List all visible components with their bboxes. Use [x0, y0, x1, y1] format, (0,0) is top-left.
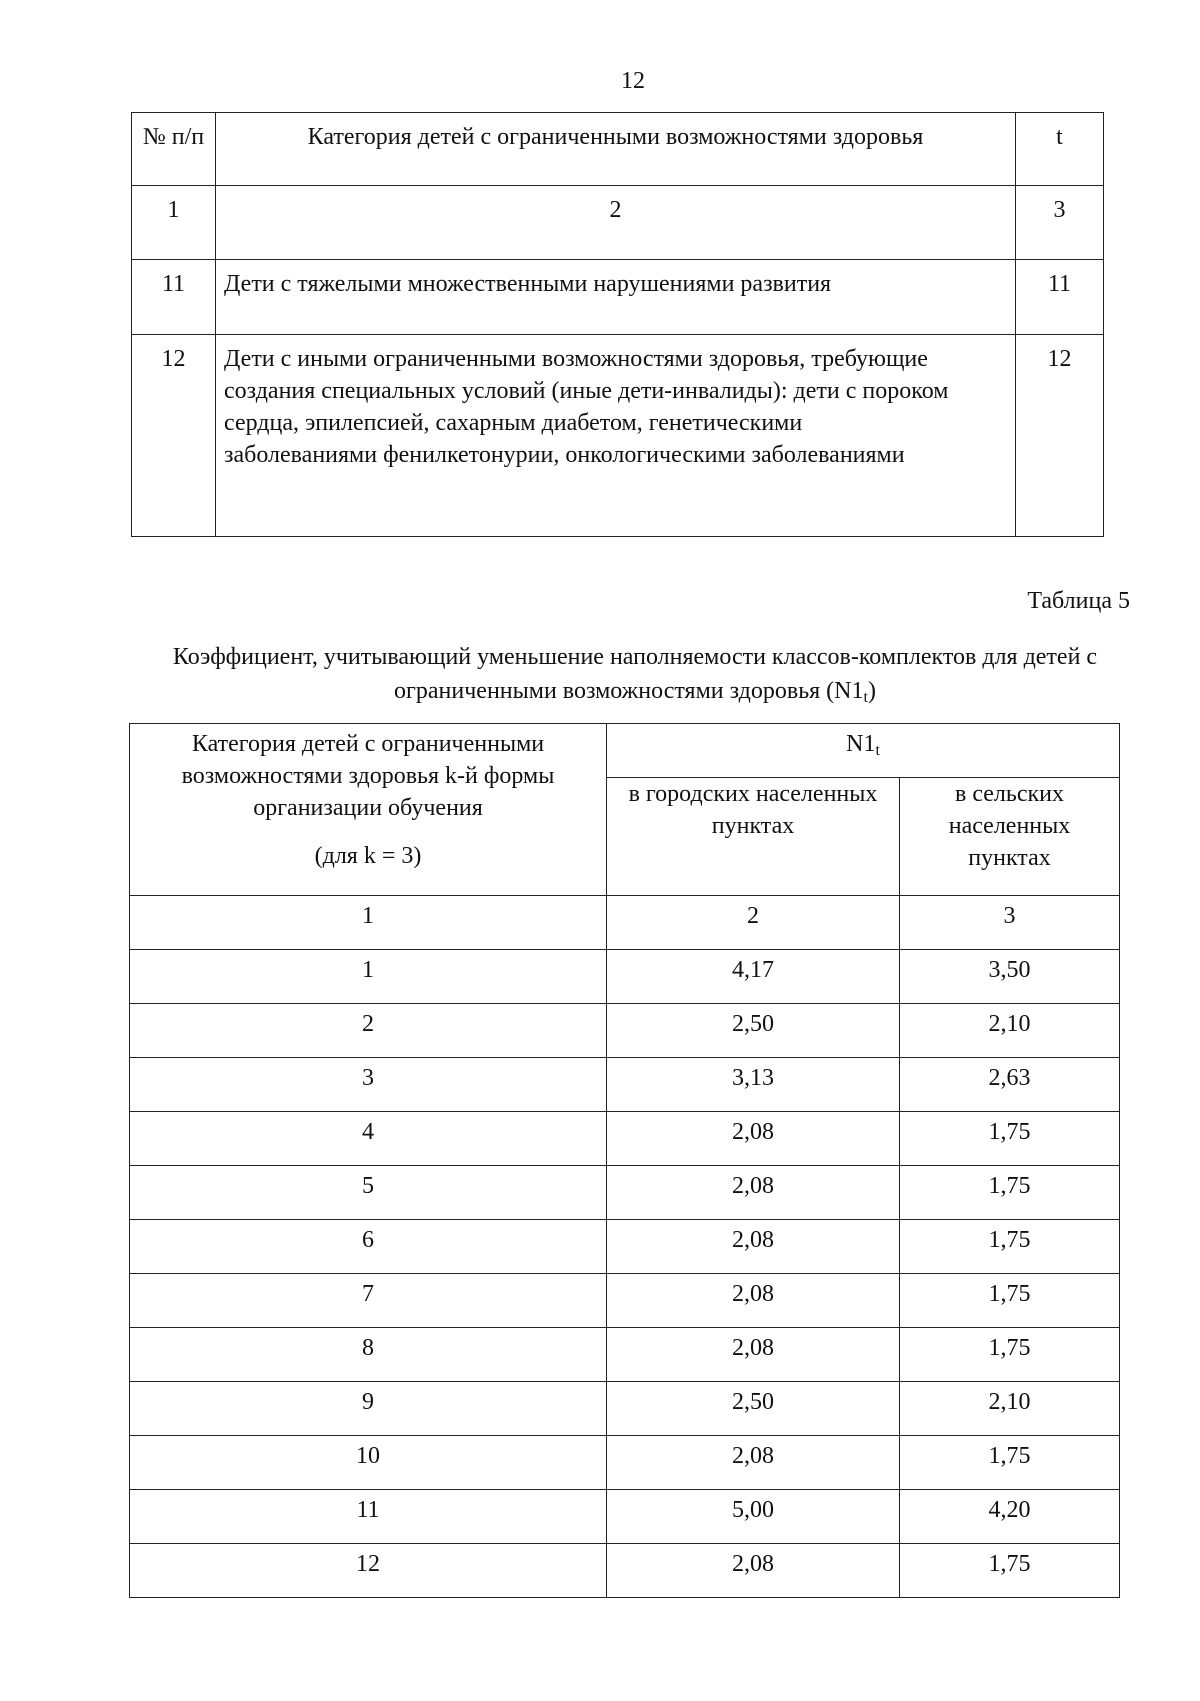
cell-urban: 2,08 — [607, 1166, 900, 1220]
cell-rural: 1,75 — [900, 1544, 1120, 1598]
col-number: 2 — [607, 896, 900, 950]
cell-category: 10 — [130, 1436, 607, 1490]
header-n1 — [607, 724, 1120, 778]
row-category: Дети с иными ограниченными возможностями здоровья, требующие создания специальных условий (иные дети-инвалиды): дети с пороком сердца, эпилепсией, сахарным диабетом, генетическими заболеваниями фенилкетонурии, онкологическими заболеваниями — [216, 335, 1016, 537]
table-row — [130, 1436, 1120, 1490]
col-number: 3 — [1016, 186, 1104, 260]
header-n1-text: N1 — [846, 731, 876, 757]
col-number: 1 — [132, 186, 216, 260]
row-num: 12 — [132, 335, 216, 537]
cell-category: 4 — [130, 1112, 607, 1166]
cell-urban: 5,00 — [607, 1490, 900, 1544]
row-num: 11 — [132, 260, 216, 335]
cell-urban: 2,08 — [607, 1274, 900, 1328]
cell-rural: 1,75 — [900, 1436, 1120, 1490]
page-number: 12 — [621, 68, 645, 94]
table-row — [130, 1274, 1120, 1328]
cell-category: 8 — [130, 1328, 607, 1382]
cell-rural: 3,50 — [900, 950, 1120, 1004]
header-t: t — [1016, 113, 1104, 186]
cell-urban: 2,08 — [607, 1112, 900, 1166]
table-title-text: Коэффициент, учитывающий уменьшение наполняемости классов-комплектов для детей с ограниченными возможностями здоровья (N1 — [172, 644, 1098, 704]
cell-category: 9 — [130, 1382, 607, 1436]
header-category: Категория детей с ограниченными возможностями здоровья k-й формы организации обучения — [181, 731, 555, 821]
table-row — [130, 1220, 1120, 1274]
col-number: 1 — [130, 896, 607, 950]
cell-category: 1 — [130, 950, 607, 1004]
cell-category: 12 — [130, 1544, 607, 1598]
col-number: 2 — [216, 186, 1016, 260]
cell-rural: 1,75 — [900, 1166, 1120, 1220]
cell-category: 2 — [130, 1004, 607, 1058]
header-rural: в сельских населенных пунктах — [900, 778, 1120, 896]
coefficient-table — [129, 723, 1120, 1598]
table-row — [130, 1490, 1120, 1544]
cell-category: 6 — [130, 1220, 607, 1274]
table-row — [130, 1382, 1120, 1436]
cell-category: 3 — [130, 1058, 607, 1112]
table-row — [130, 1328, 1120, 1382]
cell-urban: 3,13 — [607, 1058, 900, 1112]
row-t: 12 — [1016, 335, 1104, 537]
categories-table-continued — [131, 112, 1104, 537]
cell-urban: 2,08 — [607, 1544, 900, 1598]
col-number: 3 — [900, 896, 1120, 950]
row-category: Дети с тяжелыми множественными нарушениями развития — [216, 260, 1016, 335]
cell-urban: 2,50 — [607, 1004, 900, 1058]
cell-urban: 2,50 — [607, 1382, 900, 1436]
row-t: 11 — [1016, 260, 1104, 335]
cell-rural: 1,75 — [900, 1328, 1120, 1382]
cell-urban: 2,08 — [607, 1220, 900, 1274]
table-title-subscript: t — [863, 689, 868, 706]
cell-rural: 4,20 — [900, 1490, 1120, 1544]
table-row — [130, 950, 1120, 1004]
table-title-end: ) — [867, 678, 876, 704]
header-category: Категория детей с ограниченными возможностями здоровья — [216, 113, 1016, 186]
table-row — [130, 1112, 1120, 1166]
table-row — [130, 1166, 1120, 1220]
cell-rural: 2,63 — [900, 1058, 1120, 1112]
table-label: Таблица 5 — [1027, 588, 1130, 614]
cell-rural: 2,10 — [900, 1382, 1120, 1436]
cell-category: 11 — [130, 1490, 607, 1544]
cell-category: 7 — [130, 1274, 607, 1328]
cell-rural: 1,75 — [900, 1274, 1120, 1328]
header-urban: в городских населенных пунктах — [607, 778, 900, 896]
header-num: № п/п — [132, 113, 216, 186]
table-row — [130, 1004, 1120, 1058]
header-category-note: (для k = 3) — [314, 843, 422, 869]
cell-urban: 2,08 — [607, 1328, 900, 1382]
cell-rural: 1,75 — [900, 1220, 1120, 1274]
cell-rural: 1,75 — [900, 1112, 1120, 1166]
table-title — [140, 640, 1130, 708]
table-row — [132, 335, 1104, 537]
table-row — [130, 1058, 1120, 1112]
table-row — [132, 260, 1104, 335]
cell-urban: 4,17 — [607, 950, 900, 1004]
cell-urban: 2,08 — [607, 1436, 900, 1490]
header-category-cell — [130, 724, 607, 896]
cell-category: 5 — [130, 1166, 607, 1220]
table-row — [130, 1544, 1120, 1598]
cell-rural: 2,10 — [900, 1004, 1120, 1058]
header-n1-subscript: t — [875, 742, 880, 759]
